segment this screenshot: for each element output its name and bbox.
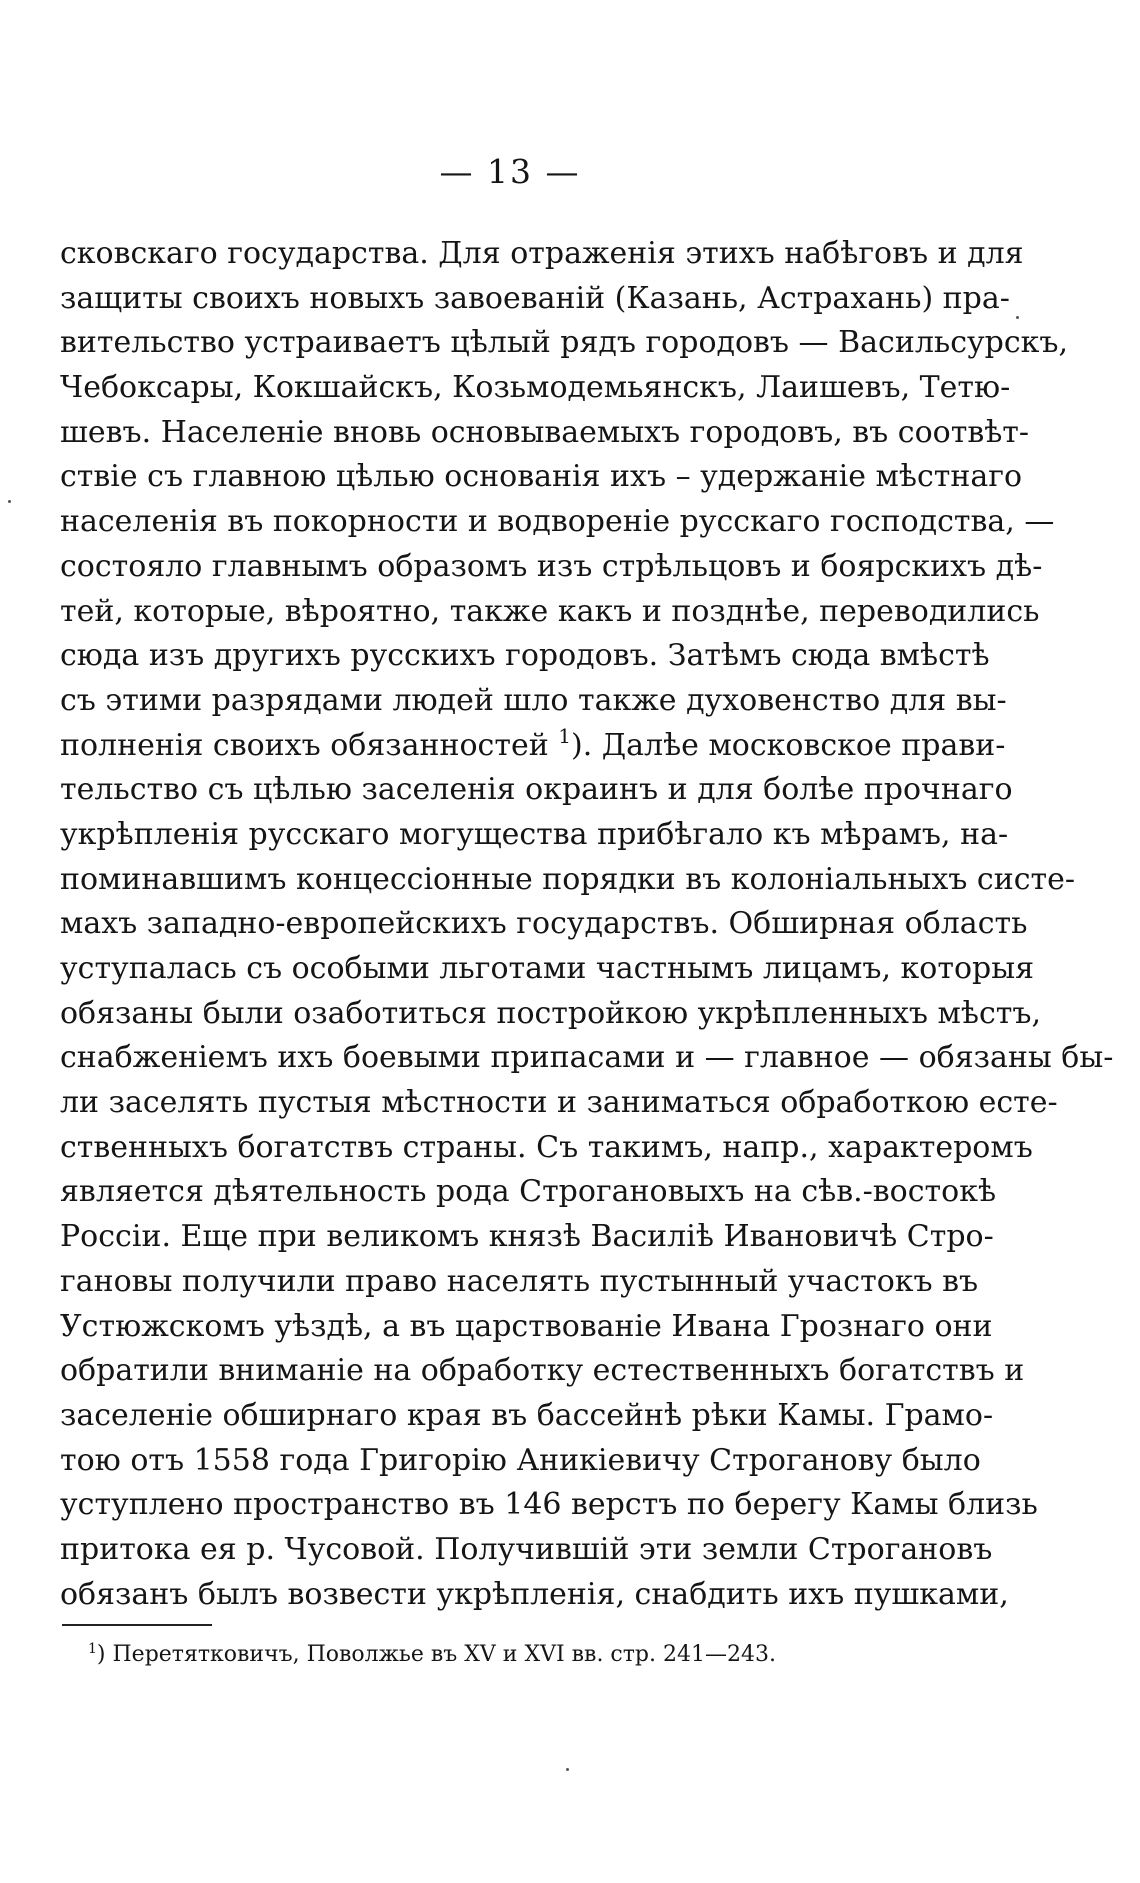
- text-line: поминавшимъ концессіонные порядки въ колоніальныхъ систе-: [60, 861, 1076, 897]
- text-line: притока ея р. Чусовой. Получившій эти земли Строгановъ: [60, 1531, 993, 1567]
- text-line: ствіе съ главною цѣлью основанія ихъ – удержаніе мѣстнаго: [60, 459, 1023, 495]
- text-line: гановы получили право населять пустынный участокъ въ: [60, 1263, 979, 1299]
- text-line: обязанъ былъ возвести укрѣпленія, снабдить ихъ пушками,: [60, 1576, 1009, 1612]
- text-line: сюда изъ другихъ русскихъ городовъ. Затѣмъ сюда вмѣстѣ: [60, 638, 990, 674]
- text-line: укрѣпленія русскаго могущества прибѣгало къ мѣрамъ, на-: [60, 816, 1009, 852]
- text-line: заселеніе обширнаго края въ бассейнѣ рѣки Камы. Грамо-: [60, 1397, 994, 1433]
- text-line: тей, которые, вѣроятно, также какъ и позднѣе, переводились: [60, 593, 1040, 629]
- text-line: шевъ. Населеніе вновь основываемыхъ городовъ, въ соотвѣт-: [60, 414, 1030, 450]
- scan-speck: [1016, 316, 1019, 319]
- text-line: ли заселять пустыя мѣстности и заниматься обработкою есте-: [60, 1085, 1058, 1121]
- footnote-text: ) Перетятковичъ, Поволжье въ XV и XVI вв. стр. 241—243.: [96, 1642, 776, 1667]
- text-line: является дѣятельность рода Строгановыхъ на сѣв.-востокѣ: [60, 1174, 997, 1210]
- text-line: вительство устраиваетъ цѣлый рядъ городовъ — Васильсурскъ,: [60, 325, 1069, 361]
- text-line: населенія въ покорности и водвореніе русскаго господства, —: [60, 504, 1055, 540]
- text-line: тою отъ 1558 года Григорію Аникіевичу Строганову было: [60, 1442, 981, 1478]
- text-segment: ). Далѣе московское прави-: [570, 727, 1006, 763]
- text-line: махъ западно-европейскихъ государствъ. Обширная область: [60, 906, 1028, 942]
- text-segment: полненія своихъ обязанностей: [60, 727, 549, 763]
- text-line: сковскаго государства. Для отраженія этихъ набѣговъ и для: [60, 236, 1024, 271]
- text-line: Чебоксары, Кокшайскъ, Козьмодемьянскъ, Лаишевъ, Тетю-: [60, 370, 1011, 406]
- text-line: обязаны были озаботиться постройкою укрѣпленныхъ мѣстъ,: [60, 995, 1041, 1031]
- text-line: тельство съ цѣлью заселенія окраинъ и для болѣе прочнаго: [60, 772, 1013, 808]
- text-line-with-footnote: [60, 723, 1006, 769]
- text-line: снабженіемъ ихъ боевыми припасами и — главное — обязаны бы-: [60, 1040, 1114, 1076]
- footnote-marker: 1: [88, 1641, 97, 1657]
- text-line: Россіи. Еще при великомъ князѣ Василіѣ Ивановичѣ Стро-: [60, 1219, 994, 1255]
- footnote-divider: [62, 1624, 212, 1626]
- footnote-reference: 1: [558, 723, 571, 748]
- page-number: — 13 —: [439, 152, 581, 191]
- scan-speck: [8, 500, 11, 503]
- text-line: ственныхъ богатствъ страны. Съ такимъ, напр., характеромъ: [60, 1129, 1033, 1165]
- text-line: уступлено пространство въ 146 верстъ по берегу Камы близь: [60, 1487, 1038, 1523]
- text-line: обратили вниманіе на обработку естественныхъ богатствъ и: [60, 1353, 1025, 1389]
- text-line: съ этими разрядами людей шло также духовенство для вы-: [60, 682, 1007, 718]
- text-line: Устюжскомъ уѣздѣ, а въ царствованіе Ивана Грознаго они: [60, 1308, 993, 1344]
- footnote: [88, 1640, 868, 1670]
- text-line: уступалась съ особыми льготами частнымъ лицамъ, которыя: [60, 951, 1035, 986]
- scan-speck: [566, 1768, 569, 1771]
- text-line: защиты своихъ новыхъ завоеваній (Казань, Астрахань) пра-: [60, 280, 1010, 316]
- text-line: состояло главнымъ образомъ изъ стрѣльцовъ и боярскихъ дѣ-: [60, 548, 1043, 584]
- body-text: [60, 232, 1114, 1617]
